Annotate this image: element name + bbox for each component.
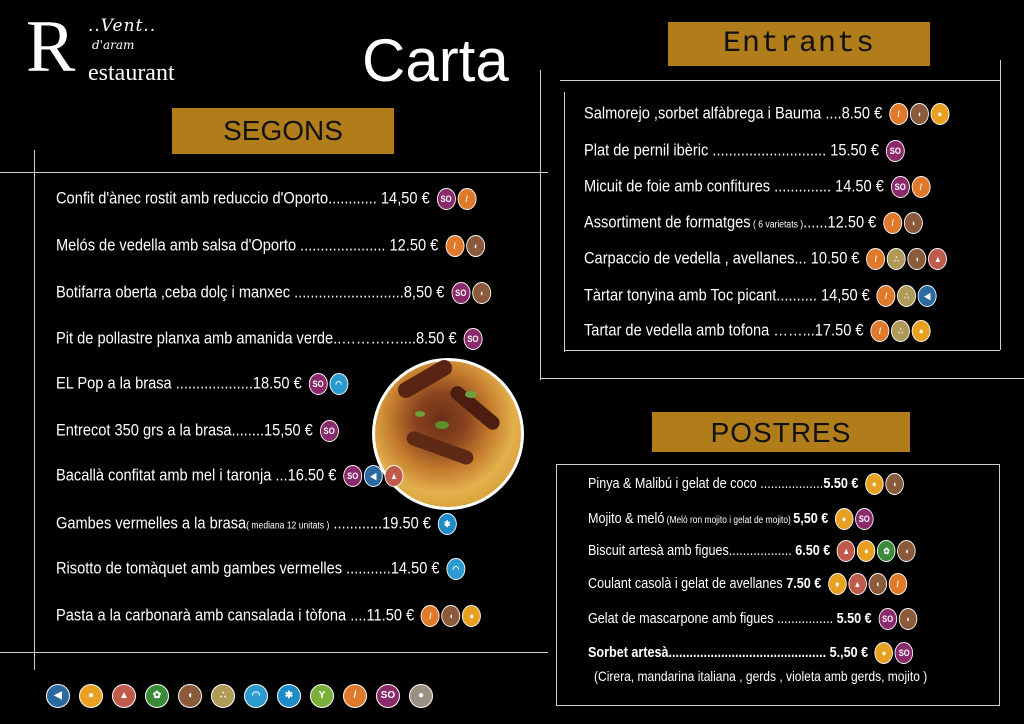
allergen-icons xyxy=(833,508,873,530)
dish-price: 6.50 € xyxy=(795,541,831,559)
allergen-icons xyxy=(881,212,922,234)
wheat-icon: / xyxy=(870,320,889,342)
wheat-icon: / xyxy=(445,235,464,257)
allergen-icons xyxy=(875,285,937,307)
divider xyxy=(0,172,548,173)
sulphite-icon: SO xyxy=(878,608,896,630)
mustard-icon: ✿ xyxy=(145,684,169,708)
divider xyxy=(560,80,1000,81)
mollusc-icon: ◠ xyxy=(329,373,348,395)
fish-icon: ◀ xyxy=(364,465,383,487)
sesame-icon: ∴ xyxy=(891,320,910,342)
allergen-icons xyxy=(307,373,348,395)
entrants-item xyxy=(584,285,937,307)
dish-name: Tartar de vedella amb tofona ……...17.50 € xyxy=(584,320,864,340)
segons-item xyxy=(56,328,482,350)
sulphite-icon: SO xyxy=(891,176,910,198)
allergen-icons xyxy=(887,103,949,125)
divider xyxy=(34,150,35,670)
postres-item xyxy=(588,473,904,495)
segons-item xyxy=(56,373,348,395)
wheat-icon: / xyxy=(888,573,906,595)
wheat-icon: / xyxy=(457,188,476,210)
entrants-item xyxy=(584,320,931,342)
milk-icon: ◖ xyxy=(466,235,485,257)
milk-icon: ◖ xyxy=(908,248,927,270)
celery-icon: ▲ xyxy=(385,465,404,487)
entrants-item xyxy=(584,103,949,125)
dish-name: Entrecot 350 grs a la brasa........15,50 € xyxy=(56,420,313,440)
dish-name: Micuit de foie amb confitures .............. 14.50 € xyxy=(584,176,884,196)
dish-note: ( mediana 12 unitats ) xyxy=(246,520,330,532)
segons-item xyxy=(56,420,339,442)
sesame-icon: ∴ xyxy=(887,248,906,270)
dish-name: Botifarra oberta ,ceba dolç i manxec ...........................8,50 € xyxy=(56,282,445,302)
segons-item xyxy=(56,513,457,535)
dish-name: Confit d'ànec rostit amb reduccio d'Oporto............ 14,50 € xyxy=(56,188,430,208)
wheat-icon: / xyxy=(877,285,896,307)
allergen-icons xyxy=(445,558,466,580)
sulphite-icon: SO xyxy=(895,642,913,664)
lupin-icon: Y xyxy=(310,684,334,708)
entrants-item xyxy=(584,140,905,162)
divider xyxy=(540,70,541,380)
milk-icon: ◖ xyxy=(868,573,886,595)
dish-name: Gelat de mascarpone amb figues ................ xyxy=(588,609,837,627)
sorbet-flavours: (Cirera, mandarina italiana , gerds , violeta amb gerds, mojito ) xyxy=(594,668,928,684)
dish-name: Pinya & Malibú i gelat de coco .................. xyxy=(588,474,824,492)
crustacean-icon: ✱ xyxy=(277,684,301,708)
dish-name: Bacallà confitat amb mel i taronja ...16.50 € xyxy=(56,465,337,485)
dish-name: Pit de pollastre planxa amb amanida verde..…………....8.50 € xyxy=(56,328,457,348)
dish-name: Plat de pernil ibèric ............................ 15.50 € xyxy=(584,140,879,160)
entrants-item xyxy=(584,248,947,270)
logo-daram: d'aram xyxy=(92,38,135,52)
dish-name: Pasta a la carbonarà amb cansalada i tòfona ....11.50 € xyxy=(56,605,415,625)
dish-price: ......12.50 € xyxy=(803,212,877,232)
sulphite-icon: SO xyxy=(309,373,328,395)
dish-price: 7.50 € xyxy=(786,574,822,592)
sulphite-icon: SO xyxy=(320,420,339,442)
wheat-icon: / xyxy=(883,212,902,234)
milk-icon: ◖ xyxy=(472,282,491,304)
nuts-icon: ● xyxy=(409,684,433,708)
egg-icon: ● xyxy=(835,508,853,530)
celery-icon: ▲ xyxy=(837,540,855,562)
milk-icon: ◖ xyxy=(885,473,903,495)
postres-item xyxy=(588,508,874,530)
segons-heading: SEGONS xyxy=(172,108,394,154)
sulphite-icon: SO xyxy=(343,465,362,487)
milk-icon: ◖ xyxy=(178,684,202,708)
dish-price: 5.50 € xyxy=(836,609,872,627)
allergen-icons xyxy=(873,642,913,664)
egg-icon: ● xyxy=(875,642,893,664)
allergen-icons xyxy=(435,188,476,210)
wheat-icon: / xyxy=(889,103,908,125)
egg-icon: ● xyxy=(462,605,481,627)
dish-name: EL Pop a la brasa ...................18.50 € xyxy=(56,373,302,393)
sesame-icon: ∴ xyxy=(211,684,235,708)
allergen-icons xyxy=(869,320,931,342)
logo-initial: R xyxy=(26,6,76,88)
allergen-icons xyxy=(342,465,404,487)
fish-icon: ◀ xyxy=(918,285,937,307)
divider xyxy=(564,92,565,352)
celery-icon: ▲ xyxy=(848,573,866,595)
egg-icon: ● xyxy=(857,540,875,562)
allergen-icons xyxy=(450,282,491,304)
mollusc-icon: ◠ xyxy=(446,558,465,580)
egg-icon: ● xyxy=(912,320,931,342)
logo-vent: ..Vent.. xyxy=(88,16,157,36)
egg-icon: ● xyxy=(79,684,103,708)
logo-restaurant: estaurant xyxy=(88,60,175,86)
divider xyxy=(564,350,1000,351)
allergen-icons xyxy=(419,605,481,627)
mollusc-icon: ◠ xyxy=(244,684,268,708)
sulphite-icon: SO xyxy=(464,328,483,350)
dish-name: Biscuit artesà amb figues.................. xyxy=(588,541,796,559)
dish-name: Salmorejo ,sorbet alfàbrega i Bauma ....8.50 € xyxy=(584,103,883,123)
dish-note: (Meló ron mojito i gelat de mojito) xyxy=(664,514,794,526)
segons-item xyxy=(56,465,403,487)
segons-item xyxy=(56,558,465,580)
allergen-icons xyxy=(865,248,948,270)
milk-icon: ◖ xyxy=(910,103,929,125)
dish-name: Tàrtar tonyina amb Toc picant.......... 14,50 € xyxy=(584,285,870,305)
wheat-icon: / xyxy=(421,605,440,627)
segons-item xyxy=(56,282,491,304)
allergen-icons xyxy=(436,513,457,535)
dish-name: Risotto de tomàquet amb gambes vermelles ...........14.50 € xyxy=(56,558,440,578)
entrants-item xyxy=(584,176,930,198)
crustacean-icon: ✱ xyxy=(438,513,457,535)
milk-icon: ◖ xyxy=(899,608,917,630)
dish-name: Melós de vedella amb salsa d'Oporto ..................... 12.50 € xyxy=(56,235,439,255)
wheat-icon: / xyxy=(911,176,930,198)
milk-icon: ◖ xyxy=(904,212,923,234)
segons-item xyxy=(56,605,481,627)
celery-icon: ▲ xyxy=(928,248,947,270)
allergen-icons xyxy=(826,573,907,595)
milk-icon: ◖ xyxy=(898,540,916,562)
page-title: Carta xyxy=(362,27,509,94)
dish-note: ( 6 varietats ) xyxy=(750,219,804,231)
postres-item xyxy=(588,608,917,630)
dish-name: Sorbet artesà............................................. 5.,50 € xyxy=(588,643,869,661)
celery-icon: ▲ xyxy=(112,684,136,708)
octopus-photo xyxy=(372,358,524,510)
postres-item xyxy=(588,540,916,562)
dish-name: Gambes vermelles a la brasa xyxy=(56,513,247,533)
sulphite-icon: SO xyxy=(855,508,873,530)
dish-name: Coulant casolà i gelat de avellanes xyxy=(588,574,787,592)
allergen-icons xyxy=(318,420,339,442)
postres-heading: POSTRES xyxy=(652,412,910,452)
fish-icon: ◀ xyxy=(46,684,70,708)
allergen-icons xyxy=(889,176,930,198)
segons-item xyxy=(56,188,476,210)
sulphite-icon: SO xyxy=(437,188,456,210)
dish-name: Assortiment de formatges xyxy=(584,212,751,232)
postres-item xyxy=(588,642,913,664)
sulphite-icon: SO xyxy=(451,282,470,304)
allergen-icons xyxy=(863,473,903,495)
divider xyxy=(1000,60,1001,350)
dish-name: Mojito & meló xyxy=(588,509,665,527)
wheat-icon: / xyxy=(343,684,367,708)
egg-icon: ● xyxy=(828,573,846,595)
sulphite-icon: SO xyxy=(376,684,400,708)
allergen-icons xyxy=(877,608,917,630)
segons-item xyxy=(56,235,485,257)
sulphite-icon: SO xyxy=(886,140,905,162)
dish-price: ............19.50 € xyxy=(329,513,431,533)
egg-icon: ● xyxy=(865,473,883,495)
allergen-icons xyxy=(443,235,484,257)
entrants-heading: Entrants xyxy=(668,22,930,66)
postres-item xyxy=(588,573,907,595)
dish-name: Carpaccio de vedella , avellanes... 10.50 € xyxy=(584,248,860,268)
dish-price: 5.50 € xyxy=(823,474,859,492)
divider xyxy=(0,652,548,653)
entrants-item xyxy=(584,212,923,234)
allergen-icons xyxy=(835,540,916,562)
mustard-icon: ✿ xyxy=(877,540,895,562)
allergen-icons xyxy=(462,328,483,350)
allergen-icons xyxy=(884,140,905,162)
dish-price: 5,50 € xyxy=(793,509,829,527)
divider xyxy=(540,378,1024,379)
wheat-icon: / xyxy=(866,248,885,270)
milk-icon: ◖ xyxy=(442,605,461,627)
egg-icon: ● xyxy=(930,103,949,125)
sesame-icon: ∴ xyxy=(897,285,916,307)
